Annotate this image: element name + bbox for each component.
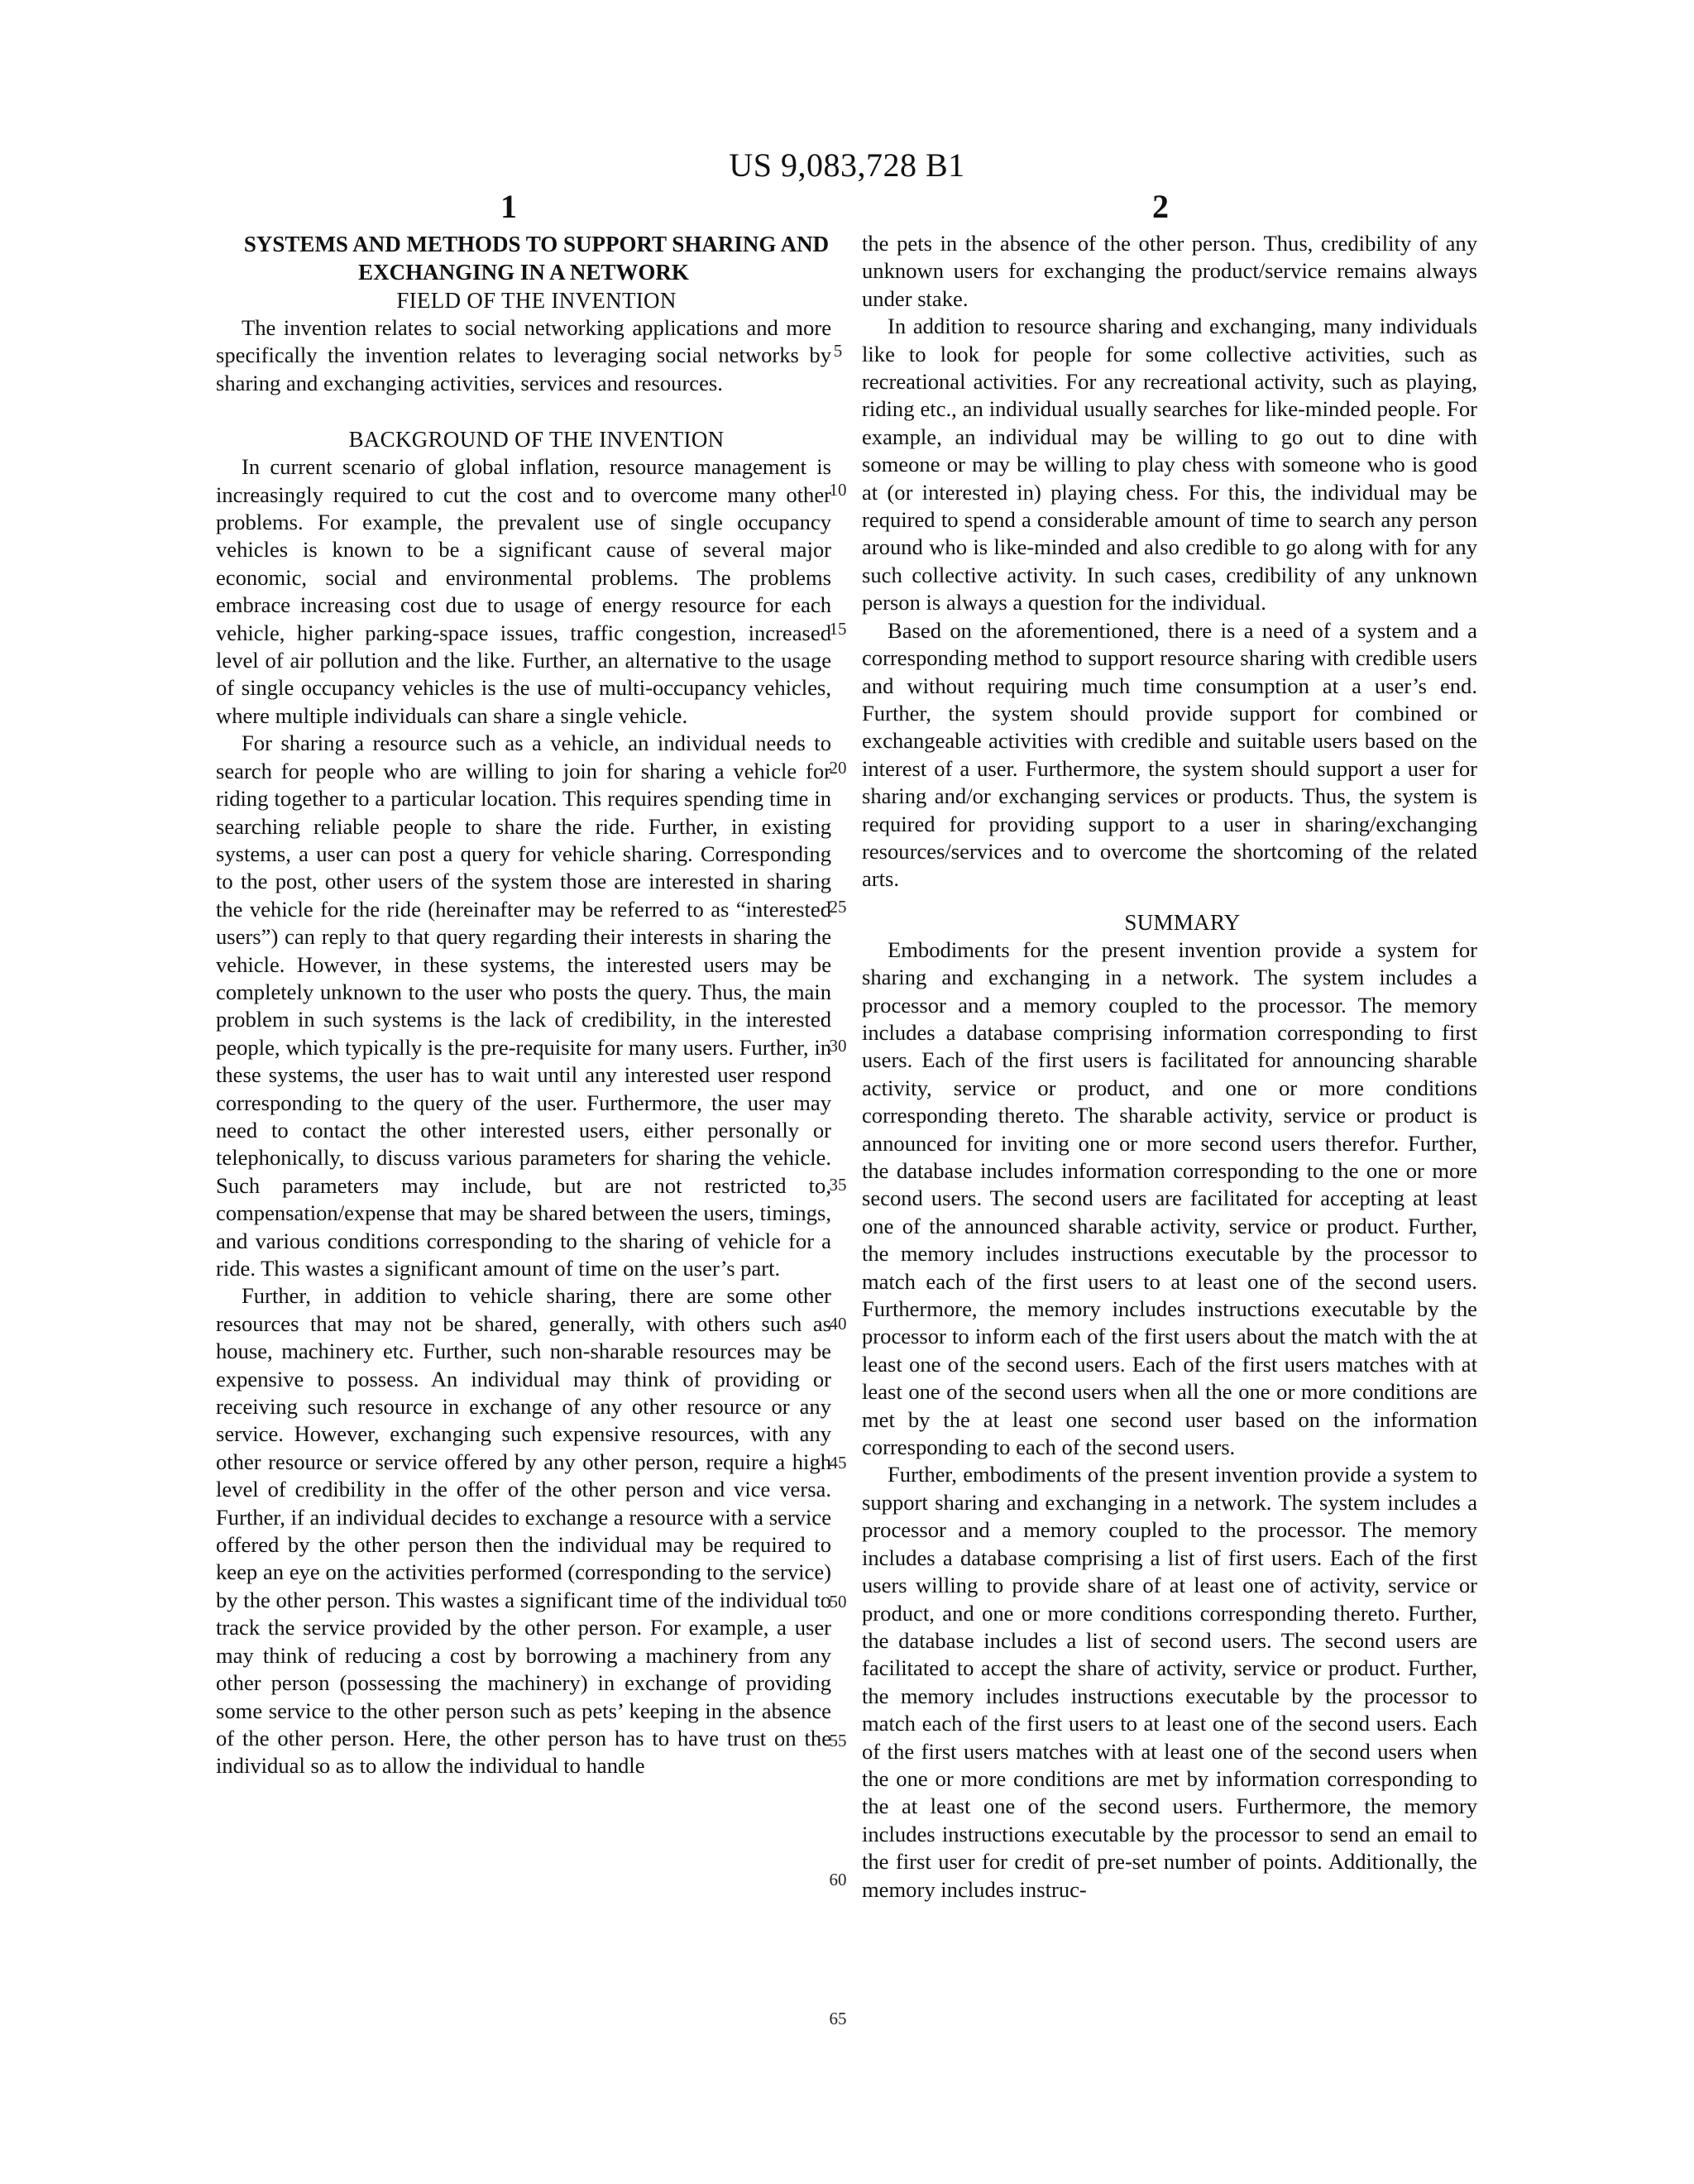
left-column — [216, 230, 831, 1780]
line-number: 55 — [829, 1731, 847, 1751]
right-column — [862, 230, 1477, 1904]
patent-number: US 9,083,728 B1 — [729, 146, 965, 184]
background-paragraph-1: In current scenario of global inflation, resource management is increasingly required to cut the cost and to overcome many other problems. For example, the prevalent use of single occupancy vehicles is known to be a significant cause of several major economic, social and environmental problems. The problems embrace increasing cost due to usage of energy resource for each vehicle, higher parking-space issues, traffic congestion, increased level of air pollution and the like. Further, an alternative to the usage of single occupancy vehicles is the use of multi-occupancy vehicles, where multiple individuals can share a single vehicle. — [216, 454, 831, 728]
line-number: 50 — [829, 1592, 847, 1612]
line-number: 15 — [829, 619, 847, 639]
background-heading: BACKGROUND OF THE INVENTION — [348, 427, 725, 453]
line-number: 45 — [829, 1453, 847, 1473]
line-number: 20 — [829, 758, 847, 778]
summary-paragraph-2: Further, embodiments of the present invention provide a system to support sharing and exchanging in a network. The system includes a processor and a memory coupled to the processor. The memory includes a database comprising a list of first users. Each of the first users willing to provide share of at least one of activity, service or product, and one or more conditions corresponding thereto. Further, the database includes a list of second users. The second users are facilitated to accept the share of activity, service or product. Further, the memory includes instructions executable by the processor to match each of the first users to at least one of the second users. Each of the first users matches with at least one of the second users when the one or more conditions are met by information corresponding to the at least one of the second users. Furthermore, the memory includes instructions executable by the processor to send an email to the first user for credit of pre-set number of points. Additionally, the memory includes instruc- — [862, 1462, 1477, 1902]
line-number: 10 — [829, 480, 847, 500]
continued-paragraph: the pets in the absence of the other person. Thus, credibility of any unknown users for exchanging the product/service remains always under stake. — [862, 231, 1477, 311]
line-number: 40 — [829, 1314, 847, 1334]
field-heading: FIELD OF THE INVENTION — [396, 288, 677, 313]
field-paragraph: The invention relates to social networking applications and more specifically the invention relates to leveraging social networks by sharing and exchanging activities, services and resources. — [216, 315, 831, 395]
line-number: 65 — [829, 2009, 847, 2028]
document-title: SYSTEMS AND METHODS TO SUPPORT SHARING AND EXCHANGING IN A NETWORK — [243, 232, 830, 285]
line-number: 25 — [829, 897, 847, 917]
line-number: 35 — [829, 1175, 847, 1195]
summary-paragraph-1: Embodiments for the present invention provide a system for sharing and exchanging in a network. The system includes a processor and a memory coupled to the processor. The memory includes a database comprising information corresponding to first users. Each of the first users is facilitated for announcing sharable activity, service or product, and one or more conditions corresponding thereto. The sharable activity, service or product is announced for inviting one or more second users therefor. Further, the database includes information corresponding to the one or more second users. The second users are facilitated for accepting at least one of the announced sharable activity, service or product. Further, the memory includes instructions executable by the processor to match each of the first users to at least one of the second users. Furthermore, the memory includes instructions executable by the processor to inform each of the first users about the match with the at least one of the second users. Each of the first users matches with at least one of the second users when all the one or more conditions are met by the at least one second user based on the information corresponding to each of the second users. — [862, 936, 1477, 1460]
background-paragraph-2: For sharing a resource such as a vehicle, an individual needs to search for people who are willing to join for sharing a vehicle for riding together to a particular location. This requires spending time in searching reliable people to share the ride. Further, in existing systems, a user can post a query for vehicle sharing. Corresponding to the post, other users of the system those are interested in sharing the vehicle for the ride (hereinafter may be referred to as “interested users”) can reply to that query regarding their interests in sharing the vehicle. However, in these systems, the interested users may be completely unknown to the user who posts the query. Thus, the main problem in such systems is the lack of credibility, in the interested people, which typically is the pre-requisite for many users. Further, in these systems, the user has to wait until any interested user respond corresponding to the query of the user. Furthermore, the user may need to contact the other interested users, either personally or telephonically, to discuss various parameters for sharing the vehicle. Such parameters may include, but are not restricted to, compensation/expense that may be shared between the users, timings, and various conditions corresponding to the sharing of vehicle for a ride. This wastes a significant amount of time on the user’s part. — [216, 730, 831, 1281]
column-number-left: 1 — [500, 188, 517, 225]
line-number: 5 — [833, 341, 843, 361]
line-number: 60 — [829, 1870, 847, 1889]
column-number-right: 2 — [1152, 188, 1169, 225]
summary-heading: SUMMARY — [1124, 909, 1241, 935]
background-paragraph-3: Further, in addition to vehicle sharing, there are some other resources that may not be shared, generally, with others such as house, machinery etc. Further, such non-sharable resources may be expensive to possess. An individual may think of providing or receiving such resource in exchange of any other resource or any service. However, exchanging such expensive resources, with any other resource or service offered by any other person, require a high level of credibility in the offer of the other person and vice versa. Further, if an individual decides to exchange a resource with a service offered by the other person then the individual may be required to keep an eye on the activities performed (corresponding to the service) by the other person. This wastes a significant time of the individual to track the service provided by the other person. For example, a user may think of reducing a cost by borrowing a machinery from any other person (possessing the machinery) in exchange of providing some service to the other person such as pets’ keeping in the absence of the other person. Here, the other person has to have trust on the individual so as to allow the individual to handle — [216, 1283, 831, 1779]
right-paragraph-2: In addition to resource sharing and exchanging, many individuals like to look for people for some collective activities, such as recreational activities. For any recreational activity, such as playing, riding etc., an individual usually searches for like-minded people. For example, an individual may be willing to go out to dine with someone or may be willing to play chess with someone who is good at (or interested in) playing chess. For this, the individual may be required to spend a considerable amount of time to search any person around who is like-minded and also credible to go along with for any such collective activity. In such cases, credibility of any unknown person is always a question for the individual. — [862, 314, 1477, 615]
right-paragraph-3: Based on the aforementioned, there is a need of a system and a corresponding method to support resource sharing with credible users and without requiring much time consumption at a user’s end. Further, the system should provide support for combined or exchangeable activities with credible and suitable users based on the interest of a user. Furthermore, the system should support a user for sharing and/or exchanging services or products. Thus, the system is required for providing support to a user in sharing/exchanging resources/services and to overcome the shortcoming of the related arts. — [862, 617, 1477, 892]
line-number: 30 — [829, 1036, 847, 1056]
